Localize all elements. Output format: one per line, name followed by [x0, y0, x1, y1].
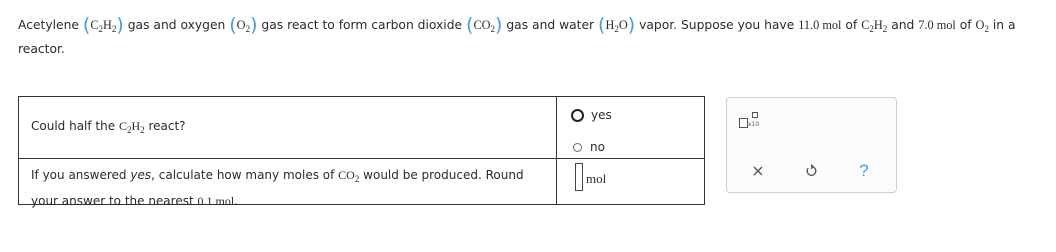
- amount-acetylene: 11.0 mol: [798, 18, 842, 32]
- answer-cell: [557, 158, 704, 204]
- radio-option-yes[interactable]: [573, 108, 612, 122]
- moles-answer-input[interactable]: [575, 163, 583, 191]
- problem-text: gas and oxygen: [127, 18, 226, 32]
- problem-text: of: [959, 18, 972, 32]
- unit-label: mol: [586, 171, 607, 186]
- formula-o2: $O_2$: [236, 18, 251, 34]
- problem-text: gas react to form carbon dioxide: [261, 18, 463, 32]
- question-row-1: [19, 97, 704, 159]
- problem-text: gas and water: [506, 18, 595, 32]
- help-button[interactable]: [853, 160, 875, 182]
- help-icon: ?: [859, 161, 869, 180]
- radio-label-no: no: [590, 140, 605, 154]
- radio-option-no[interactable]: [573, 140, 605, 154]
- problem-text: Acetylene: [18, 18, 79, 32]
- formula-c2h2: $C_2H_2$: [90, 18, 117, 34]
- clear-button[interactable]: [747, 160, 769, 182]
- question-cell: [19, 97, 557, 158]
- problem-text: vapor. Suppose you have: [639, 18, 795, 32]
- problem-text: and: [891, 18, 915, 32]
- question-2-text: If you answered yes, calculate how many moles of $CO_2$ would be produced. Round your answer to the nearest 0.1 mol.: [31, 168, 524, 208]
- question-1-text: Could half the $C_2H_2$ react?: [31, 119, 186, 135]
- problem-text: of: [845, 18, 858, 32]
- problem-statement: Acetylene $(C_2H_2)$ gas and oxygen $(O_2)$ gas react to form carbon dioxide $(CO_2)$ gas and water $(H_2O)$ vapor. Suppose you have 11.0 mol of $C_2H_2$ and 7.0 mol of $O_2$ in a reactor.: [18, 14, 1016, 56]
- question-cell: [19, 158, 557, 208]
- formula-co2: $CO_2$: [473, 18, 496, 34]
- undo-icon: [804, 164, 818, 178]
- radio-label-yes: yes: [591, 108, 612, 122]
- question-row-2: [19, 158, 704, 208]
- radio-button-yes[interactable]: [571, 109, 584, 122]
- radio-button-no[interactable]: [573, 143, 582, 152]
- problem-text: in a reactor.: [18, 18, 1016, 56]
- amount-oxygen: 7.0 mol: [918, 18, 956, 32]
- scientific-notation-icon: [739, 118, 748, 128]
- question-table: [18, 96, 705, 208]
- answer-cell: [557, 97, 704, 158]
- undo-button[interactable]: [800, 160, 822, 182]
- formula-o2: $O_2$: [975, 18, 989, 34]
- close-icon: [752, 165, 764, 177]
- formula-c2h2: $C_2H_2$: [861, 18, 888, 34]
- formula-h2o: $H_2O$: [605, 18, 628, 34]
- scientific-notation-button[interactable]: x10: [739, 111, 763, 133]
- answer-toolbox: [726, 97, 897, 193]
